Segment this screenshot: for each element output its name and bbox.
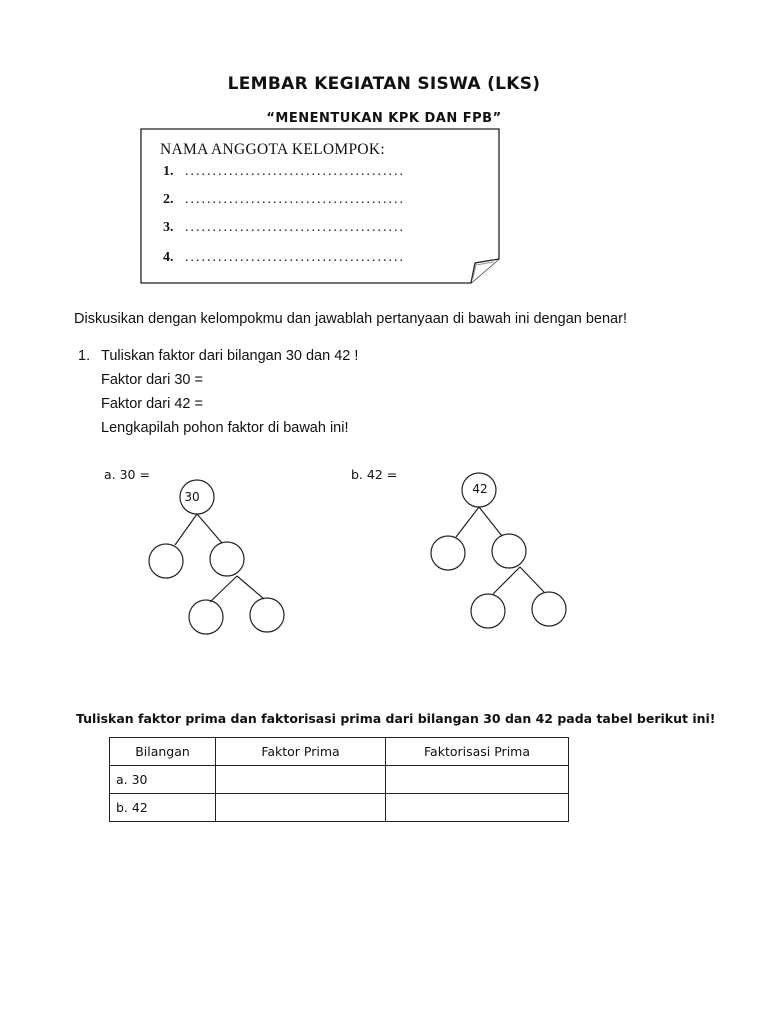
- tree-a-label: a. 30 =: [104, 467, 150, 482]
- table-row: [110, 794, 569, 822]
- tree-node-blank[interactable]: [250, 598, 284, 632]
- prime-factor-table: [109, 737, 569, 822]
- factor-42-line: Faktor dari 42 =: [101, 396, 203, 412]
- group-heading: NAMA ANGGOTA KELOMPOK:: [160, 141, 385, 158]
- member-number: 1.: [163, 164, 174, 179]
- number-cell: a. 30: [110, 766, 216, 794]
- prime-factor-cell[interactable]: [216, 766, 386, 794]
- instruction-text: Diskusikan dengan kelompokmu dan jawablah pertanyaan di bawah ini dengan benar!: [74, 311, 627, 327]
- member-name-blank[interactable]: ........................................: [185, 250, 405, 265]
- tree-node-blank[interactable]: [210, 542, 244, 576]
- factorization-cell[interactable]: [386, 794, 569, 822]
- number-cell: b. 42: [110, 794, 216, 822]
- tree-b-label: b. 42 =: [351, 467, 398, 482]
- tree-b-root-value: 42: [472, 482, 488, 496]
- tree-node-blank[interactable]: [431, 536, 465, 570]
- table-row: [110, 766, 569, 794]
- column-header-prime-factors: Faktor Prima: [216, 738, 386, 766]
- member-name-blank[interactable]: ........................................: [185, 192, 405, 207]
- column-header-number: Bilangan: [110, 738, 216, 766]
- member-name-blank[interactable]: ........................................: [185, 164, 405, 179]
- member-name-blank[interactable]: ........................................: [185, 220, 405, 235]
- member-number: 3.: [163, 220, 174, 235]
- factorization-cell[interactable]: [386, 766, 569, 794]
- member-number: 2.: [163, 192, 174, 207]
- page-title: LEMBAR KEGIATAN SISWA (LKS): [227, 74, 541, 94]
- factor-tree-b: [431, 473, 566, 628]
- member-number: 4.: [163, 250, 174, 265]
- tree-a-root-value: 30: [184, 490, 200, 504]
- factor-tree-instruction: Lengkapilah pohon faktor di bawah ini!: [101, 420, 349, 436]
- question-number: 1.: [78, 348, 91, 364]
- table-header-row: [110, 738, 569, 766]
- tree-node-blank[interactable]: [532, 592, 566, 626]
- tree-node-blank[interactable]: [149, 544, 183, 578]
- page-subtitle: “MENENTUKAN KPK DAN FPB”: [266, 111, 502, 126]
- factor-30-line: Faktor dari 30 =: [101, 372, 203, 388]
- tree-node-blank[interactable]: [492, 534, 526, 568]
- tree-node-blank[interactable]: [189, 600, 223, 634]
- question-text: Tuliskan faktor dari bilangan 30 dan 42 !: [101, 348, 359, 364]
- factor-tree-a: [149, 480, 284, 634]
- column-header-prime-factorization: Faktorisasi Prima: [386, 738, 569, 766]
- table-instruction: Tuliskan faktor prima dan faktorisasi prima dari bilangan 30 dan 42 pada tabel berikut ini!: [76, 711, 716, 726]
- prime-factor-cell[interactable]: [216, 794, 386, 822]
- tree-node-blank[interactable]: [471, 594, 505, 628]
